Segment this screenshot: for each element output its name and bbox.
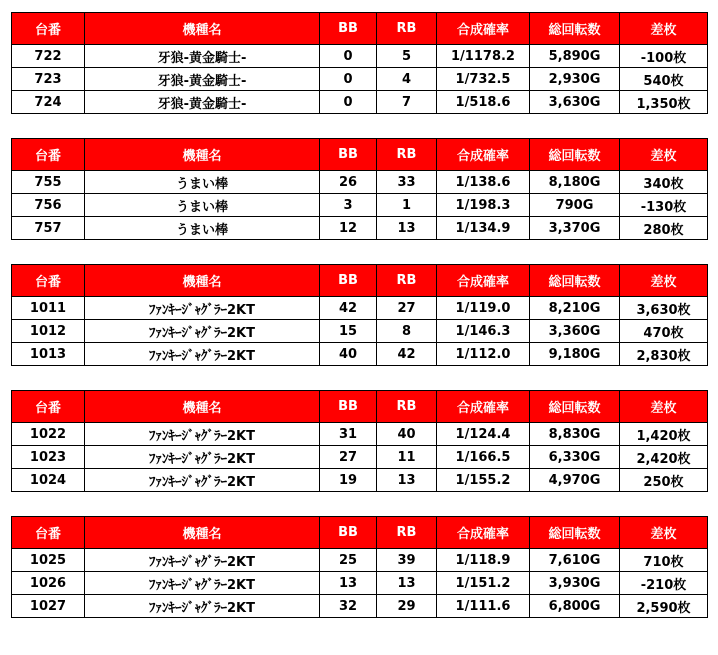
column-header-rb-count: RB	[377, 139, 437, 171]
machine-table	[11, 12, 708, 114]
bb-count-cell: 3	[320, 194, 377, 217]
bb-count-cell: 15	[320, 320, 377, 343]
total-spins-cell: 7,610G	[530, 549, 620, 572]
table-row	[12, 45, 708, 68]
total-spins-cell: 9,180G	[530, 343, 620, 366]
column-header-bb-count: BB	[320, 13, 377, 45]
table-row	[12, 194, 708, 217]
machine-number-cell: 1022	[12, 423, 85, 446]
bb-count-cell: 13	[320, 572, 377, 595]
table-row	[12, 423, 708, 446]
machine-stats-tables	[11, 12, 708, 642]
column-header-total-spins: 総回転数	[530, 13, 620, 45]
column-header-machine-name: 機種名	[85, 265, 320, 297]
table-header-row	[12, 391, 708, 423]
coin-difference-cell: 470枚	[620, 320, 708, 343]
machine-number-cell: 755	[12, 171, 85, 194]
bb-count-cell: 27	[320, 446, 377, 469]
column-header-coin-difference: 差枚	[620, 517, 708, 549]
machine-name-cell: ﾌｧﾝｷｰｼﾞｬｸﾞﾗｰ2KT	[85, 469, 320, 492]
combined-probability-cell: 1/732.5	[437, 68, 530, 91]
table-row	[12, 217, 708, 240]
table-header-row	[12, 517, 708, 549]
machine-name-cell: 牙狼-黄金騎士-	[85, 68, 320, 91]
table-row	[12, 91, 708, 114]
column-header-bb-count: BB	[320, 265, 377, 297]
total-spins-cell: 790G	[530, 194, 620, 217]
rb-count-cell: 39	[377, 549, 437, 572]
bb-count-cell: 12	[320, 217, 377, 240]
combined-probability-cell: 1/112.0	[437, 343, 530, 366]
machine-table	[11, 390, 708, 492]
bb-count-cell: 42	[320, 297, 377, 320]
column-header-coin-difference: 差枚	[620, 265, 708, 297]
bb-count-cell: 19	[320, 469, 377, 492]
rb-count-cell: 4	[377, 68, 437, 91]
rb-count-cell: 27	[377, 297, 437, 320]
machine-number-cell: 722	[12, 45, 85, 68]
coin-difference-cell: 710枚	[620, 549, 708, 572]
rb-count-cell: 40	[377, 423, 437, 446]
column-header-coin-difference: 差枚	[620, 13, 708, 45]
column-header-combined-probability: 合成確率	[437, 13, 530, 45]
column-header-machine-name: 機種名	[85, 391, 320, 423]
rb-count-cell: 8	[377, 320, 437, 343]
rb-count-cell: 42	[377, 343, 437, 366]
table-row	[12, 320, 708, 343]
machine-name-cell: ﾌｧﾝｷｰｼﾞｬｸﾞﾗｰ2KT	[85, 343, 320, 366]
table-header-row	[12, 13, 708, 45]
column-header-rb-count: RB	[377, 517, 437, 549]
column-header-machine-number: 台番	[12, 391, 85, 423]
machine-number-cell: 1023	[12, 446, 85, 469]
bb-count-cell: 26	[320, 171, 377, 194]
machine-number-cell: 723	[12, 68, 85, 91]
column-header-machine-name: 機種名	[85, 13, 320, 45]
column-header-combined-probability: 合成確率	[437, 265, 530, 297]
coin-difference-cell: 340枚	[620, 171, 708, 194]
rb-count-cell: 1	[377, 194, 437, 217]
combined-probability-cell: 1/118.9	[437, 549, 530, 572]
total-spins-cell: 8,830G	[530, 423, 620, 446]
column-header-total-spins: 総回転数	[530, 265, 620, 297]
coin-difference-cell: 540枚	[620, 68, 708, 91]
column-header-bb-count: BB	[320, 517, 377, 549]
machine-name-cell: ﾌｧﾝｷｰｼﾞｬｸﾞﾗｰ2KT	[85, 297, 320, 320]
table-row	[12, 549, 708, 572]
combined-probability-cell: 1/119.0	[437, 297, 530, 320]
combined-probability-cell: 1/124.4	[437, 423, 530, 446]
column-header-machine-number: 台番	[12, 13, 85, 45]
coin-difference-cell: 280枚	[620, 217, 708, 240]
column-header-machine-number: 台番	[12, 517, 85, 549]
machine-name-cell: ﾌｧﾝｷｰｼﾞｬｸﾞﾗｰ2KT	[85, 572, 320, 595]
column-header-bb-count: BB	[320, 391, 377, 423]
column-header-machine-number: 台番	[12, 265, 85, 297]
combined-probability-cell: 1/151.2	[437, 572, 530, 595]
machine-name-cell: ﾌｧﾝｷｰｼﾞｬｸﾞﾗｰ2KT	[85, 320, 320, 343]
combined-probability-cell: 1/155.2	[437, 469, 530, 492]
table-row	[12, 595, 708, 618]
bb-count-cell: 40	[320, 343, 377, 366]
table-row	[12, 68, 708, 91]
machine-number-cell: 756	[12, 194, 85, 217]
coin-difference-cell: 2,830枚	[620, 343, 708, 366]
column-header-combined-probability: 合成確率	[437, 517, 530, 549]
combined-probability-cell: 1/134.9	[437, 217, 530, 240]
column-header-combined-probability: 合成確率	[437, 391, 530, 423]
column-header-machine-name: 機種名	[85, 517, 320, 549]
total-spins-cell: 3,360G	[530, 320, 620, 343]
table-header-row	[12, 139, 708, 171]
coin-difference-cell: -130枚	[620, 194, 708, 217]
bb-count-cell: 0	[320, 91, 377, 114]
coin-difference-cell: -210枚	[620, 572, 708, 595]
machine-name-cell: ﾌｧﾝｷｰｼﾞｬｸﾞﾗｰ2KT	[85, 423, 320, 446]
rb-count-cell: 13	[377, 572, 437, 595]
total-spins-cell: 8,180G	[530, 171, 620, 194]
column-header-total-spins: 総回転数	[530, 517, 620, 549]
total-spins-cell: 2,930G	[530, 68, 620, 91]
bb-count-cell: 32	[320, 595, 377, 618]
rb-count-cell: 13	[377, 469, 437, 492]
coin-difference-cell: -100枚	[620, 45, 708, 68]
coin-difference-cell: 2,420枚	[620, 446, 708, 469]
combined-probability-cell: 1/166.5	[437, 446, 530, 469]
machine-number-cell: 724	[12, 91, 85, 114]
machine-number-cell: 757	[12, 217, 85, 240]
machine-number-cell: 1026	[12, 572, 85, 595]
column-header-total-spins: 総回転数	[530, 391, 620, 423]
total-spins-cell: 3,370G	[530, 217, 620, 240]
column-header-machine-number: 台番	[12, 139, 85, 171]
column-header-coin-difference: 差枚	[620, 391, 708, 423]
rb-count-cell: 33	[377, 171, 437, 194]
table-row	[12, 572, 708, 595]
combined-probability-cell: 1/198.3	[437, 194, 530, 217]
machine-name-cell: うまい棒	[85, 217, 320, 240]
coin-difference-cell: 250枚	[620, 469, 708, 492]
machine-number-cell: 1027	[12, 595, 85, 618]
column-header-bb-count: BB	[320, 139, 377, 171]
total-spins-cell: 5,890G	[530, 45, 620, 68]
rb-count-cell: 11	[377, 446, 437, 469]
table-row	[12, 297, 708, 320]
rb-count-cell: 7	[377, 91, 437, 114]
machine-number-cell: 1024	[12, 469, 85, 492]
combined-probability-cell: 1/111.6	[437, 595, 530, 618]
total-spins-cell: 6,800G	[530, 595, 620, 618]
combined-probability-cell: 1/138.6	[437, 171, 530, 194]
rb-count-cell: 5	[377, 45, 437, 68]
machine-number-cell: 1025	[12, 549, 85, 572]
total-spins-cell: 3,630G	[530, 91, 620, 114]
machine-name-cell: 牙狼-黄金騎士-	[85, 91, 320, 114]
table-row	[12, 446, 708, 469]
total-spins-cell: 6,330G	[530, 446, 620, 469]
coin-difference-cell: 1,420枚	[620, 423, 708, 446]
coin-difference-cell: 3,630枚	[620, 297, 708, 320]
machine-number-cell: 1013	[12, 343, 85, 366]
machine-name-cell: 牙狼-黄金騎士-	[85, 45, 320, 68]
table-row	[12, 343, 708, 366]
coin-difference-cell: 1,350枚	[620, 91, 708, 114]
total-spins-cell: 4,970G	[530, 469, 620, 492]
machine-table	[11, 516, 708, 618]
machine-number-cell: 1012	[12, 320, 85, 343]
bb-count-cell: 0	[320, 68, 377, 91]
combined-probability-cell: 1/1178.2	[437, 45, 530, 68]
machine-name-cell: うまい棒	[85, 171, 320, 194]
machine-name-cell: ﾌｧﾝｷｰｼﾞｬｸﾞﾗｰ2KT	[85, 549, 320, 572]
machine-name-cell: うまい棒	[85, 194, 320, 217]
rb-count-cell: 13	[377, 217, 437, 240]
column-header-rb-count: RB	[377, 391, 437, 423]
column-header-rb-count: RB	[377, 13, 437, 45]
column-header-machine-name: 機種名	[85, 139, 320, 171]
rb-count-cell: 29	[377, 595, 437, 618]
table-header-row	[12, 265, 708, 297]
table-row	[12, 171, 708, 194]
table-row	[12, 469, 708, 492]
machine-name-cell: ﾌｧﾝｷｰｼﾞｬｸﾞﾗｰ2KT	[85, 446, 320, 469]
total-spins-cell: 8,210G	[530, 297, 620, 320]
machine-name-cell: ﾌｧﾝｷｰｼﾞｬｸﾞﾗｰ2KT	[85, 595, 320, 618]
machine-table	[11, 264, 708, 366]
column-header-total-spins: 総回転数	[530, 139, 620, 171]
machine-number-cell: 1011	[12, 297, 85, 320]
column-header-combined-probability: 合成確率	[437, 139, 530, 171]
bb-count-cell: 0	[320, 45, 377, 68]
combined-probability-cell: 1/518.6	[437, 91, 530, 114]
column-header-coin-difference: 差枚	[620, 139, 708, 171]
total-spins-cell: 3,930G	[530, 572, 620, 595]
combined-probability-cell: 1/146.3	[437, 320, 530, 343]
bb-count-cell: 25	[320, 549, 377, 572]
machine-table	[11, 138, 708, 240]
bb-count-cell: 31	[320, 423, 377, 446]
coin-difference-cell: 2,590枚	[620, 595, 708, 618]
column-header-rb-count: RB	[377, 265, 437, 297]
